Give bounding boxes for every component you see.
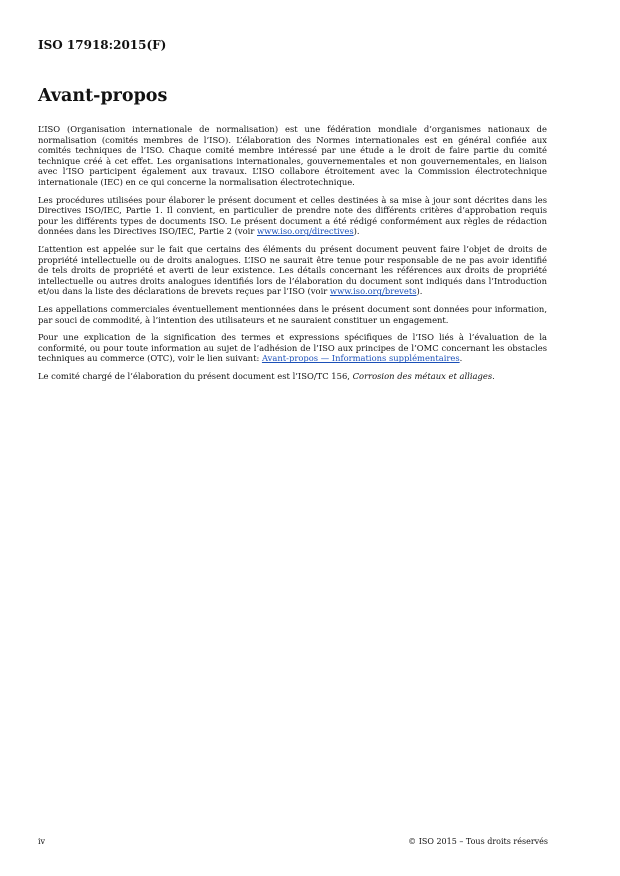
paragraph-2-text: Les procédures utilisées pour élaborer le présent document et celles destinées à sa mise à jour sont décrites dans les Directives ISO/IEC, Partie 1. Il convient, en particulier de prendre note des différents critères d’approbation requis pour les différents types de documents ISO. Le présent document a été rédigé conformément aux règles de rédaction données dans les Directives ISO/IEC, Partie 2 (voir	[38, 194, 547, 237]
paragraph-2	[38, 195, 547, 237]
copyright-notice: © ISO 2015 – Tous droits réservés	[408, 837, 548, 846]
paragraph-3	[38, 244, 547, 297]
directives-link[interactable]: www.iso.org/directives	[256, 226, 354, 237]
page-number: iv	[38, 837, 46, 846]
paragraph-6-text: Le comité chargé de l’élaboration du présent document est l’ISO/TC 156,	[38, 370, 353, 381]
paragraph-5-tail: .	[459, 353, 463, 364]
page-title: Avant-propos	[38, 86, 168, 106]
committee-title: Corrosion des métaux et alliages	[352, 370, 493, 381]
document-id: ISO 17918:2015(F)	[38, 38, 167, 52]
paragraph-2-tail: ).	[353, 226, 360, 237]
paragraph-3-tail: ).	[416, 286, 423, 297]
paragraph-1: L’ISO (Organisation internationale de normalisation) est une fédération mondiale d’organismes nationaux de normalisation (comités membres de l’ISO). L’élaboration des Normes internationales est en général confiée aux comités techniques de l’ISO. Chaque comité membre intéressé par une étude a le droit de faire partie du comité technique créé à cet effet. Les organisations internationales, gouvernementales et non gouvernementales, en liaison avec l’ISO participent également aux travaux. L’ISO collabore étroitement avec la Commission électrotechnique internationale (IEC) en ce qui concerne la normalisation électrotechnique.	[38, 124, 547, 187]
foreword-body	[38, 124, 547, 388]
paragraph-6	[38, 371, 547, 382]
patents-link[interactable]: www.iso.org/brevets	[329, 286, 417, 297]
paragraph-4: Les appellations commerciales éventuellement mentionnées dans le présent document sont données pour information, par souci de commodité, à l’intention des utilisateurs et ne sauraient constituer un engagement.	[38, 303, 547, 325]
paragraph-5-text: Pour une explication de la signification des termes et expressions spécifiques de l’ISO liés à l’évaluation de la conformité, ou pour toute information au sujet de l’adhésion de l’ISO aux principes de l’OMC concernant les obstacles techniques au commerce (OTC), voir le lien suivant:	[38, 332, 547, 364]
foreword-info-link[interactable]: Avant-propos — Informations supplémentaires	[261, 353, 460, 364]
paragraph-5	[38, 332, 547, 364]
paragraph-3-text: L’attention est appelée sur le fait que certains des éléments du présent document peuvent faire l’objet de droits de propriété intellectuelle ou de droits analogues. L’ISO ne saurait être tenue pour responsable de ne pas avoir identifié de tels droits de propriété et averti de leur existence. Les détails concernant les références aux droits de propriété intellectuelle ou autres droits analogues identifiés lors de l’élaboration du document sont indiqués dans l’Introduction et/ou dans la liste des déclarations de brevets reçues par l’ISO (voir	[38, 243, 547, 297]
paragraph-6-tail: .	[492, 370, 495, 381]
page-footer	[38, 837, 548, 846]
